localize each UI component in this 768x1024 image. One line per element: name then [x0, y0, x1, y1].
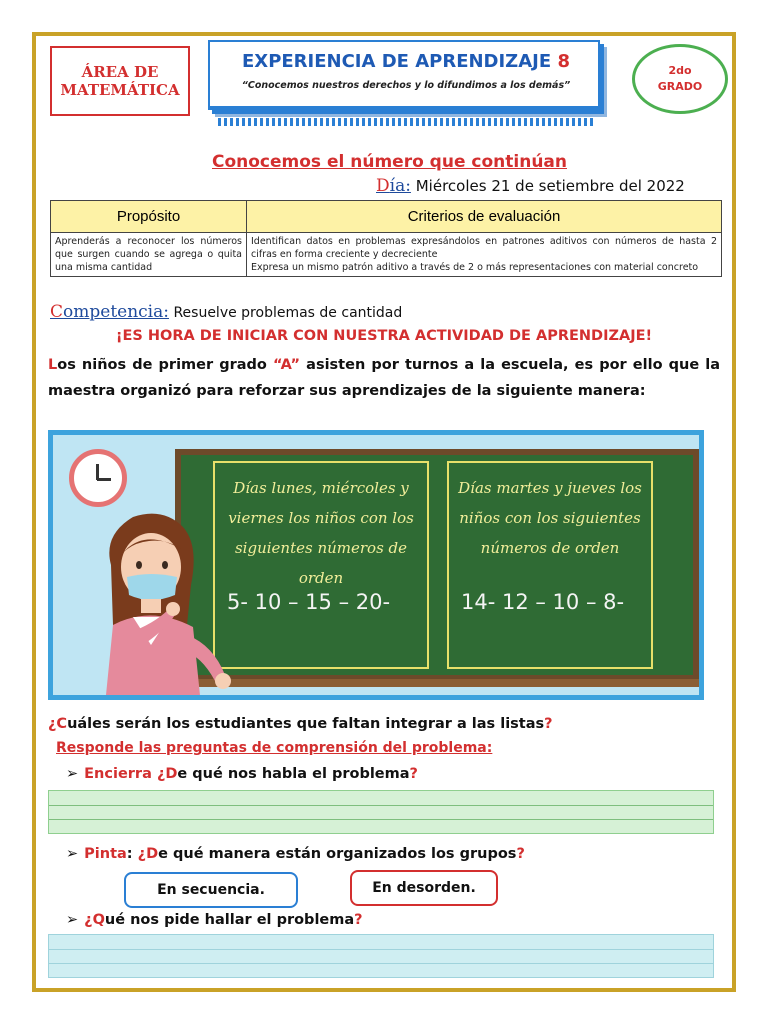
banner-stripes	[218, 118, 594, 126]
date-value: Miércoles 21 de setiembre del 2022	[415, 177, 685, 195]
lesson-title: Conocemos el número que continúan	[212, 152, 567, 172]
problem-statement: Los niños de primer grado “A” asisten por turnos a la escuela, es por ello que la maestra organizó para reforzar sus aprendizajes de la siguiente manera:	[48, 357, 721, 399]
grade-line-1: 2do	[668, 64, 692, 77]
worksheet-page	[32, 32, 736, 992]
arrow-bullet-icon: ➢	[66, 912, 79, 928]
date-label: Día:	[376, 176, 411, 196]
experience-number: 8	[557, 51, 570, 72]
chalkboard	[175, 449, 699, 681]
question-find: ➢ ¿Qué nos pide hallar el problema?	[66, 912, 363, 928]
table-header-criteria: Criterios de evaluación	[247, 201, 722, 233]
arrow-bullet-icon: ➢	[66, 846, 79, 862]
chalkboard-group-right	[447, 461, 653, 669]
criteria-item: Expresa un mismo patrón aditivo a través de 2 o más representaciones con material concreto	[251, 262, 699, 273]
criteria-item: Identifican datos en problemas expresándolos en patrones aditivos con números de hasta 2 cifras en forma creciente y decreciente	[251, 236, 717, 260]
clock-icon	[69, 449, 127, 507]
competency-label: Competencia:	[50, 302, 169, 322]
chalkboard-left-sequence: 5- 10 – 15 – 20-	[227, 590, 391, 614]
banner-title: EXPERIENCIA DE APRENDIZAJE 8	[242, 51, 570, 72]
grade-badge	[632, 44, 728, 114]
chalkboard-group-left	[213, 461, 429, 669]
criteria-cell	[247, 233, 722, 277]
competency-value: Resuelve problemas de cantidad	[173, 305, 403, 321]
table-header-purpose: Propósito	[51, 201, 247, 233]
chalk-tray	[173, 679, 701, 687]
chalkboard-right-sequence: 14- 12 – 10 – 8-	[461, 590, 625, 614]
grade-line-2: GRADO	[657, 80, 703, 93]
activity-heading: ¡ES HORA DE INICIAR CON NUESTRA ACTIVIDAD DE APRENDIZAJE!	[115, 328, 653, 344]
arrow-bullet-icon: ➢	[66, 766, 79, 782]
experience-banner	[208, 40, 604, 128]
question-encircle: ➢ Encierra ¿De qué nos habla el problema?	[66, 766, 418, 782]
option-in-sequence[interactable]: En secuencia.	[124, 872, 298, 908]
date-line	[376, 176, 685, 196]
subject-line-1: ÁREA DE	[81, 63, 159, 81]
chalkboard-left-text: Días lunes, miércoles y viernes los niños con los siguientes números de orden	[228, 479, 414, 587]
classroom-illustration	[48, 430, 704, 700]
subject-line-2: MATEMÁTICA	[60, 81, 180, 99]
evaluation-table	[50, 200, 722, 277]
chalkboard-right-text: Días martes y jueves los niños con los siguientes números de orden	[458, 479, 642, 557]
option-in-disorder[interactable]: En desorden.	[350, 870, 498, 906]
main-question: ¿Cuáles serán los estudiantes que faltan integrar a las listas?	[48, 716, 553, 732]
teacher-illustration	[83, 505, 233, 700]
competency-line	[50, 302, 402, 322]
instructions-heading: Responde las preguntas de comprensión del problema:	[56, 740, 493, 756]
banner-subtitle: “Conocemos nuestros derechos y lo difundimos a los demás”	[241, 80, 571, 91]
answer-area-2[interactable]	[48, 934, 714, 978]
question-paint: ➢ Pinta: ¿De qué manera están organizados los grupos?	[66, 846, 525, 862]
answer-area-1[interactable]	[48, 790, 714, 834]
purpose-cell: Aprenderás a reconocer los números que surgen cuando se agrega o quita una misma cantidad	[51, 233, 247, 277]
subject-box	[50, 46, 190, 116]
